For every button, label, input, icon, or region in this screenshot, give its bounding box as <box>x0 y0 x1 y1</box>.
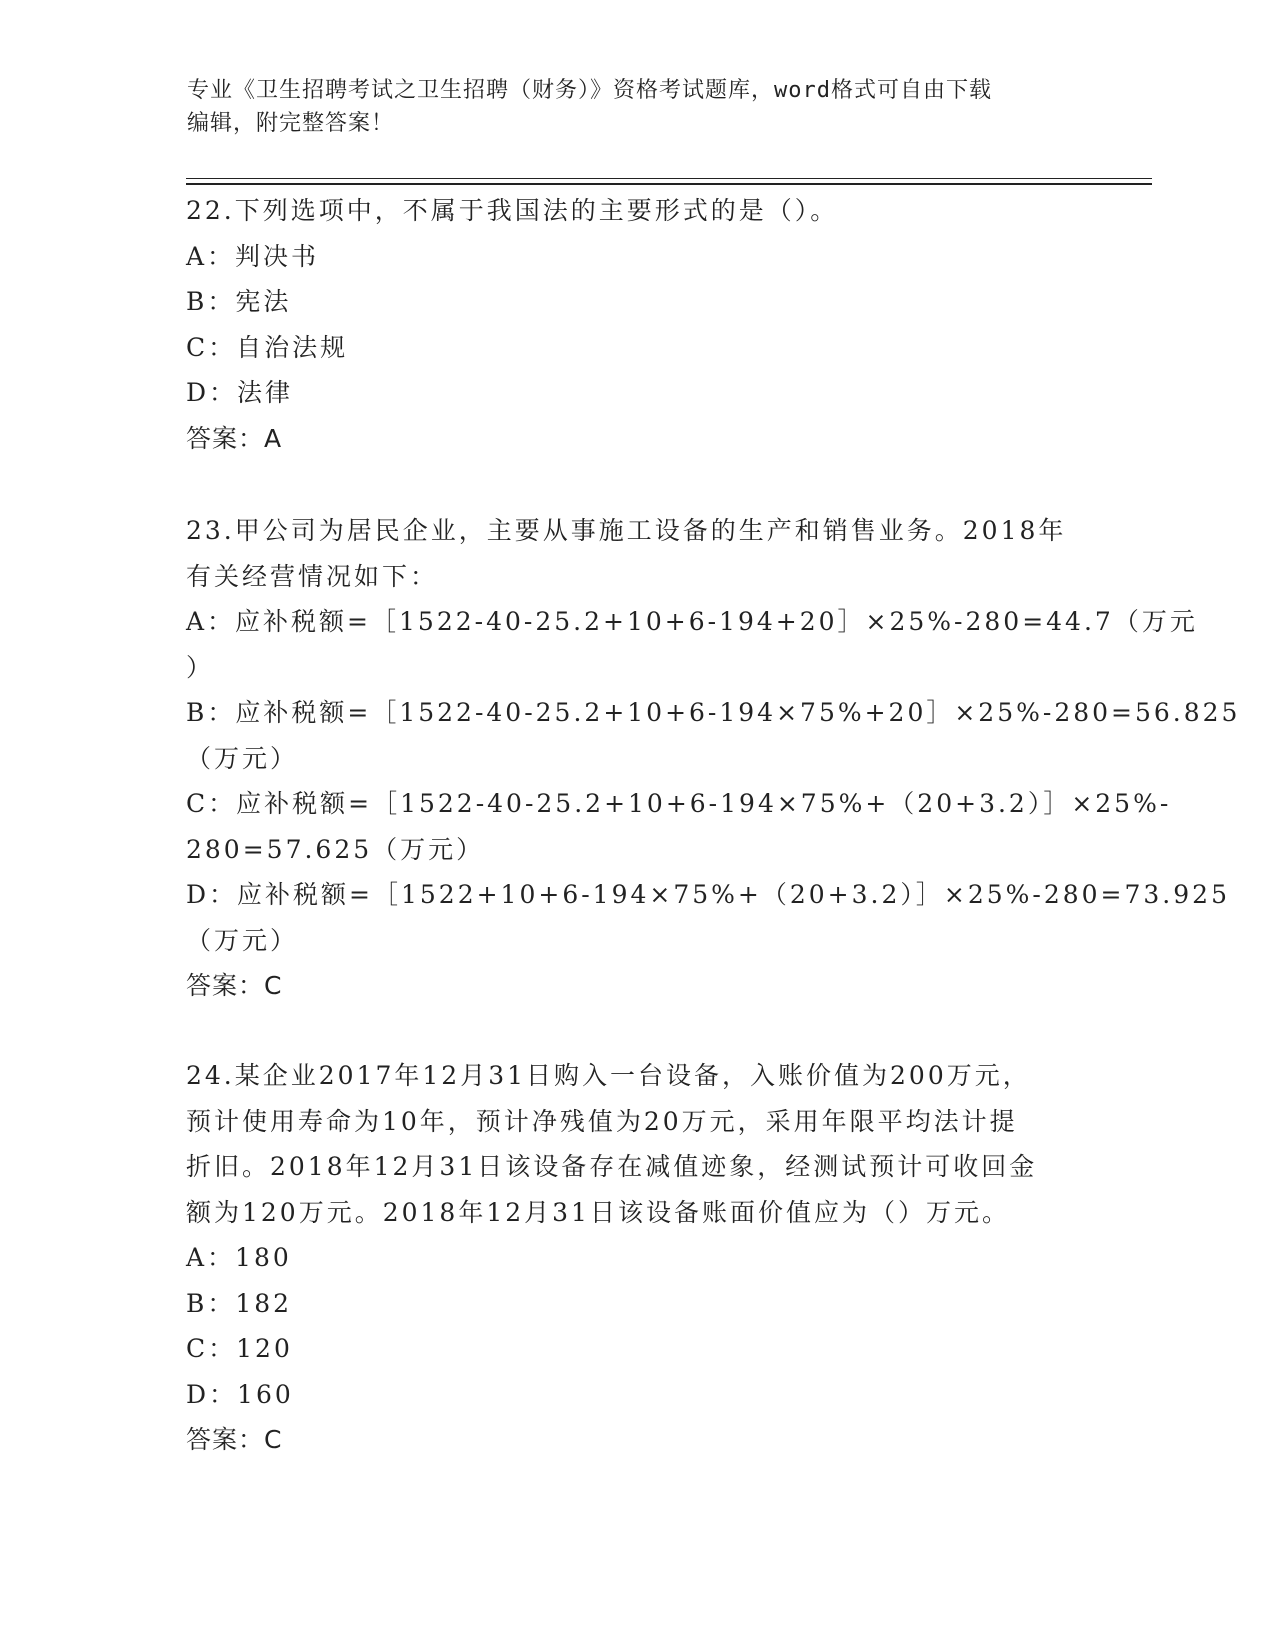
answer: 答案：A <box>186 423 283 453</box>
question-23 <box>186 508 1241 1009</box>
question-stem-line-1: 23.甲公司为居民企业，主要从事施工设备的生产和销售业务。2018年 <box>186 516 1067 545</box>
question-stem-line-3: 折旧。2018年12月31日该设备存在减值迹象，经测试预计可收回金 <box>186 1152 1038 1181</box>
question-stem-line-1: 24.某企业2017年12月31日购入一台设备，入账价值为200万元， <box>186 1061 1031 1090</box>
option-c: C：120 <box>186 1334 293 1363</box>
question-24 <box>186 1053 1086 1463</box>
option-c-line-2: 280=57.625（万元） <box>186 834 485 864</box>
question-stem-line-2: 预计使用寿命为10年，预计净残值为20万元，采用年限平均法计提 <box>186 1106 1018 1136</box>
question-stem: 22.下列选项中，不属于我国法的主要形式的是（）。 <box>186 196 839 225</box>
question-stem-line-4: 额为120万元。2018年12月31日该设备账面价值应为（）万元。 <box>186 1197 1010 1227</box>
header-line-1: 专业《卫生招聘考试之卫生招聘（财务）》资格考试题库，word格式可自由下载 <box>187 78 992 103</box>
option-b-line-1: B：应补税额=［1522-40-25.2+10+6-194×75%+20］×25%-280=56.825 <box>186 698 1241 727</box>
question-stem-line-2: 有关经营情况如下： <box>186 561 439 591</box>
option-d-line-2: （万元） <box>186 925 299 955</box>
option-a: A：判决书 <box>186 241 320 271</box>
option-c: C：自治法规 <box>186 332 349 362</box>
header-rule-thin <box>186 178 1152 179</box>
answer: 答案：C <box>186 1425 283 1454</box>
option-d-line-1: D：应补税额=［1522+10+6-194×75%+（20+3.2）］×25%-280=73.925 <box>186 880 1230 909</box>
option-b: B：宪法 <box>186 287 292 316</box>
option-b-line-2: （万元） <box>186 743 299 773</box>
answer: 答案：C <box>186 971 283 1000</box>
option-a-line-1: A：应补税额=［1522-40-25.2+10+6-194+20］×25%-280=44.7（万元 <box>186 607 1198 636</box>
option-d: D：160 <box>186 1379 294 1409</box>
option-b: B：182 <box>186 1288 293 1318</box>
option-a-line-2: ） <box>186 652 215 682</box>
option-d: D：法律 <box>186 378 294 407</box>
option-a: A：180 <box>186 1243 292 1272</box>
question-22 <box>186 188 1086 461</box>
header-line-2: 编辑，附完整答案！ <box>187 111 395 136</box>
document-header <box>187 74 1087 140</box>
header-rule-thick <box>186 183 1152 185</box>
option-c-line-1: C：应补税额=［1522-40-25.2+10+6-194×75%+（20+3.2）］×25%- <box>186 789 1172 818</box>
